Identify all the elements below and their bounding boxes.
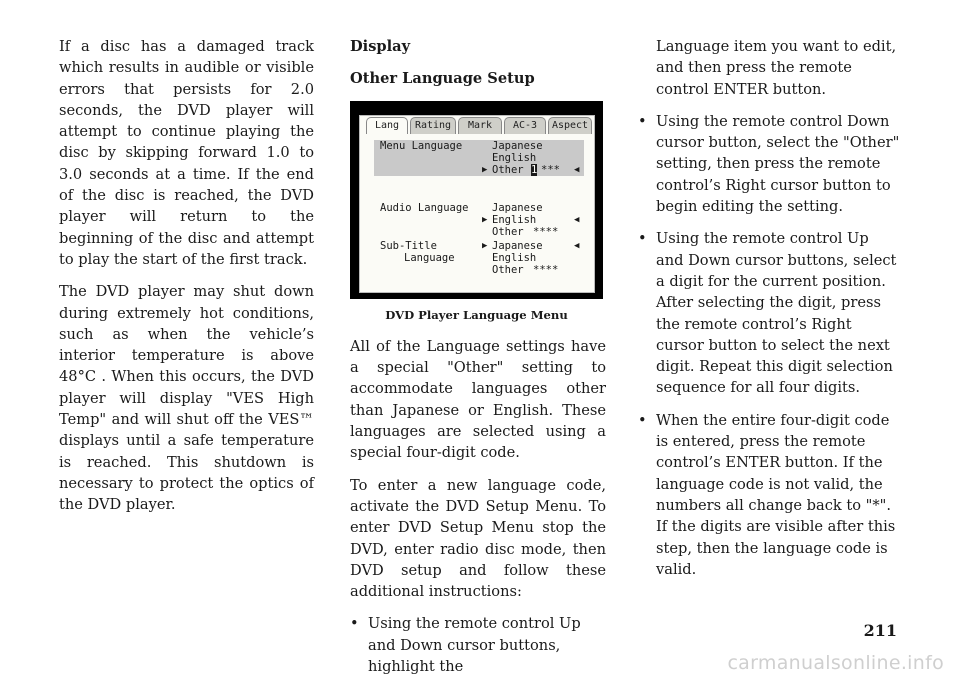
subtitle-code: **** [533, 263, 559, 276]
right-column [638, 36, 900, 591]
section-heading-other-language: Other Language Setup [350, 70, 535, 88]
dvd-menu-screenshot [350, 101, 603, 299]
tab-rating: Rating [410, 117, 456, 134]
menu-language-japanese: Japanese [492, 139, 543, 152]
page-number: 211 [863, 621, 897, 640]
menu-language-left-arrow-icon: ◀ [574, 164, 580, 175]
menu-tabs [360, 116, 594, 134]
subtitle-english: English [492, 251, 537, 264]
audio-language-label: Audio Language [380, 201, 469, 214]
paragraph-enter-code: To enter a new language code, activate the DVD Setup Menu. To enter DVD Setup Menu stop the DVD, enter radio disc mode, then DVD setup and follow these additional instructions: [350, 476, 606, 601]
bullet-highlight-item [350, 613, 606, 677]
paragraph-other-setting: All of the Language settings have a special "Other" setting to accommodate languages other than Japanese or English. These languages are selected using a special four-digit code. [350, 337, 606, 462]
subtitle-label-language: Language [404, 251, 455, 264]
bullet-icon: • [638, 411, 647, 429]
bullet-select-other [638, 111, 900, 217]
section-heading-display: Display [350, 38, 411, 55]
tab-aspect: Aspect [548, 117, 592, 134]
subtitle-label: Sub-Title [380, 239, 437, 252]
bullet-enter-code [638, 410, 900, 580]
tab-mark: Mark [458, 117, 502, 134]
bullet-select-digit [638, 228, 900, 398]
menu-language-other: Other [492, 163, 524, 176]
dvd-menu-screen [359, 115, 595, 293]
bullet-text: Using the remote control Up and Down cursor buttons, select a digit for the current position. After selecting the digit, press the remote control’s Right cursor button to select the next digit. Repeat this digit selection sequence for all four digits. [656, 230, 897, 397]
paragraph-damaged-track: If a disc has a damaged track which results in audible or visible errors that persists for 2.0 seconds, the DVD player will attempt to continue playing the disc by skipping forward 1.0 to 3.0 seconds at a time. If the end of the disc is reached, the DVD player will return to the beginning of the disc and attempt to play the start of the first track. [59, 38, 314, 268]
menu-language-code: *** [541, 163, 560, 176]
figure-caption: DVD Player Language Menu [385, 307, 568, 322]
bullet-icon: • [638, 230, 647, 248]
middle-column [350, 36, 606, 688]
tab-lang: Lang [366, 117, 408, 134]
bullet-text: Using the remote control Up and Down cursor buttons, highlight the [368, 615, 581, 676]
menu-language-label: Menu Language [380, 139, 463, 152]
tab-ac3: AC-3 [504, 117, 546, 134]
bullet-icon: • [638, 112, 647, 130]
left-column [59, 36, 314, 527]
subtitle-japanese: Japanese [492, 239, 543, 252]
subtitle-selector-icon: ▶ [482, 240, 488, 251]
watermark: carmanualsonline.info [727, 652, 944, 674]
menu-language-english: English [492, 151, 537, 164]
bullet-continuation: Language item you want to edit, and then press the remote control ENTER button. [656, 38, 897, 98]
audio-language-other: Other [492, 225, 524, 238]
audio-language-left-arrow-icon: ◀ [574, 214, 580, 225]
audio-language-selector-icon: ▶ [482, 214, 488, 225]
code-cursor-digit: 1 [531, 163, 538, 176]
bullet-text: When the entire four-digit code is entered, press the remote control’s ENTER button. If the language code is not valid, the numbers all change back to "*". If the digits are visible after this step, then the language code is valid. [656, 411, 896, 578]
menu-language-selector-icon: ▶ [482, 164, 488, 175]
audio-language-english: English [492, 213, 537, 226]
subtitle-other: Other [492, 263, 524, 276]
bullet-icon: • [350, 615, 359, 633]
audio-language-japanese: Japanese [492, 201, 543, 214]
subtitle-left-arrow-icon: ◀ [574, 240, 580, 251]
bullet-text: Using the remote control Down cursor button, select the "Other" setting, then press the remote control’s Right cursor button to begin editing the setting. [656, 112, 900, 216]
audio-language-code: **** [533, 225, 559, 238]
paragraph-high-temp: The DVD player may shut down during extremely hot conditions, such as when the vehicle’s interior temperature is above 48°C . When this occurs, the DVD player will display "VES High Temp" and will shut off the VES™ displays until a safe temperature is reached. This shutdown is necessary to protect the optics of the DVD player. [59, 283, 314, 514]
